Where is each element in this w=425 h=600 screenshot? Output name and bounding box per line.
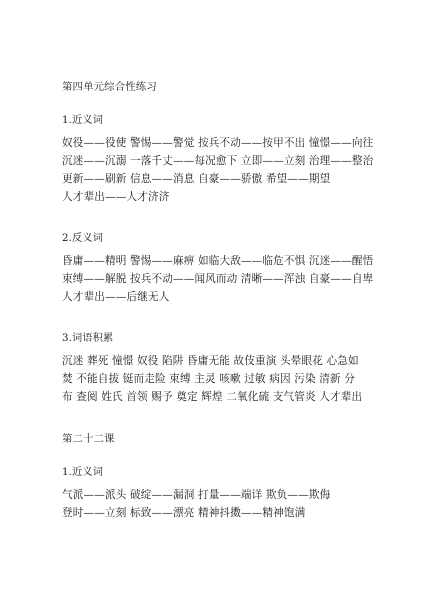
section-heading-antonyms: 2.反义词 [62, 233, 104, 244]
lesson-title: 第二十二课 [62, 433, 115, 445]
section-heading-synonyms: 1.近义词 [62, 115, 104, 126]
synonym-line: 更新——刷新 信息——消息 自豪——骄傲 希望——期望 [62, 173, 331, 185]
lesson-synonym-line: 登时——立刻 标致——漂亮 精神抖擞——精神饱满 [62, 507, 306, 519]
lesson-heading-synonyms: 1.近义词 [62, 467, 104, 478]
antonym-line: 人才辈出——后继无人 [62, 291, 170, 303]
page-title: 第四单元综合性练习 [62, 81, 157, 93]
section-heading-vocabulary: 3.词语积累 [62, 333, 114, 344]
synonym-line: 奴役——役使 警惕——警觉 按兵不动——按甲不出 憧憬——向往 [62, 137, 374, 149]
vocabulary-line: 焚 不能自拔 铤而走险 束缚 主灵 咳嗽 过敏 病因 污染 清新 分 [62, 373, 356, 385]
synonym-line: 沉迷——沉溺 一落千丈——每况愈下 立即——立刻 治理——整治 [62, 155, 374, 167]
antonym-line: 昏庸——精明 警惕——麻痹 如临大敌——临危不惧 沉迷——醒悟 [62, 255, 374, 267]
lesson-synonym-line: 气派——派头 破绽——漏洞 打量——端详 欺负——欺侮 [62, 489, 331, 501]
antonym-line: 束缚——解脱 按兵不动——闻风而动 清晰——浑浊 自豪——自卑 [62, 273, 374, 285]
synonym-line: 人才辈出——人才济济 [62, 191, 170, 203]
vocabulary-line: 布 查阅 姓氏 首领 赐予 奠定 辉煌 二氧化硫 支气管炎 人才辈出 [62, 391, 363, 403]
document-page [62, 78, 372, 522]
vocabulary-line: 沉迷 葬死 憧憬 奴役 陷阱 昏庸无能 故伎重演 头晕眼花 心急如 [62, 355, 359, 367]
